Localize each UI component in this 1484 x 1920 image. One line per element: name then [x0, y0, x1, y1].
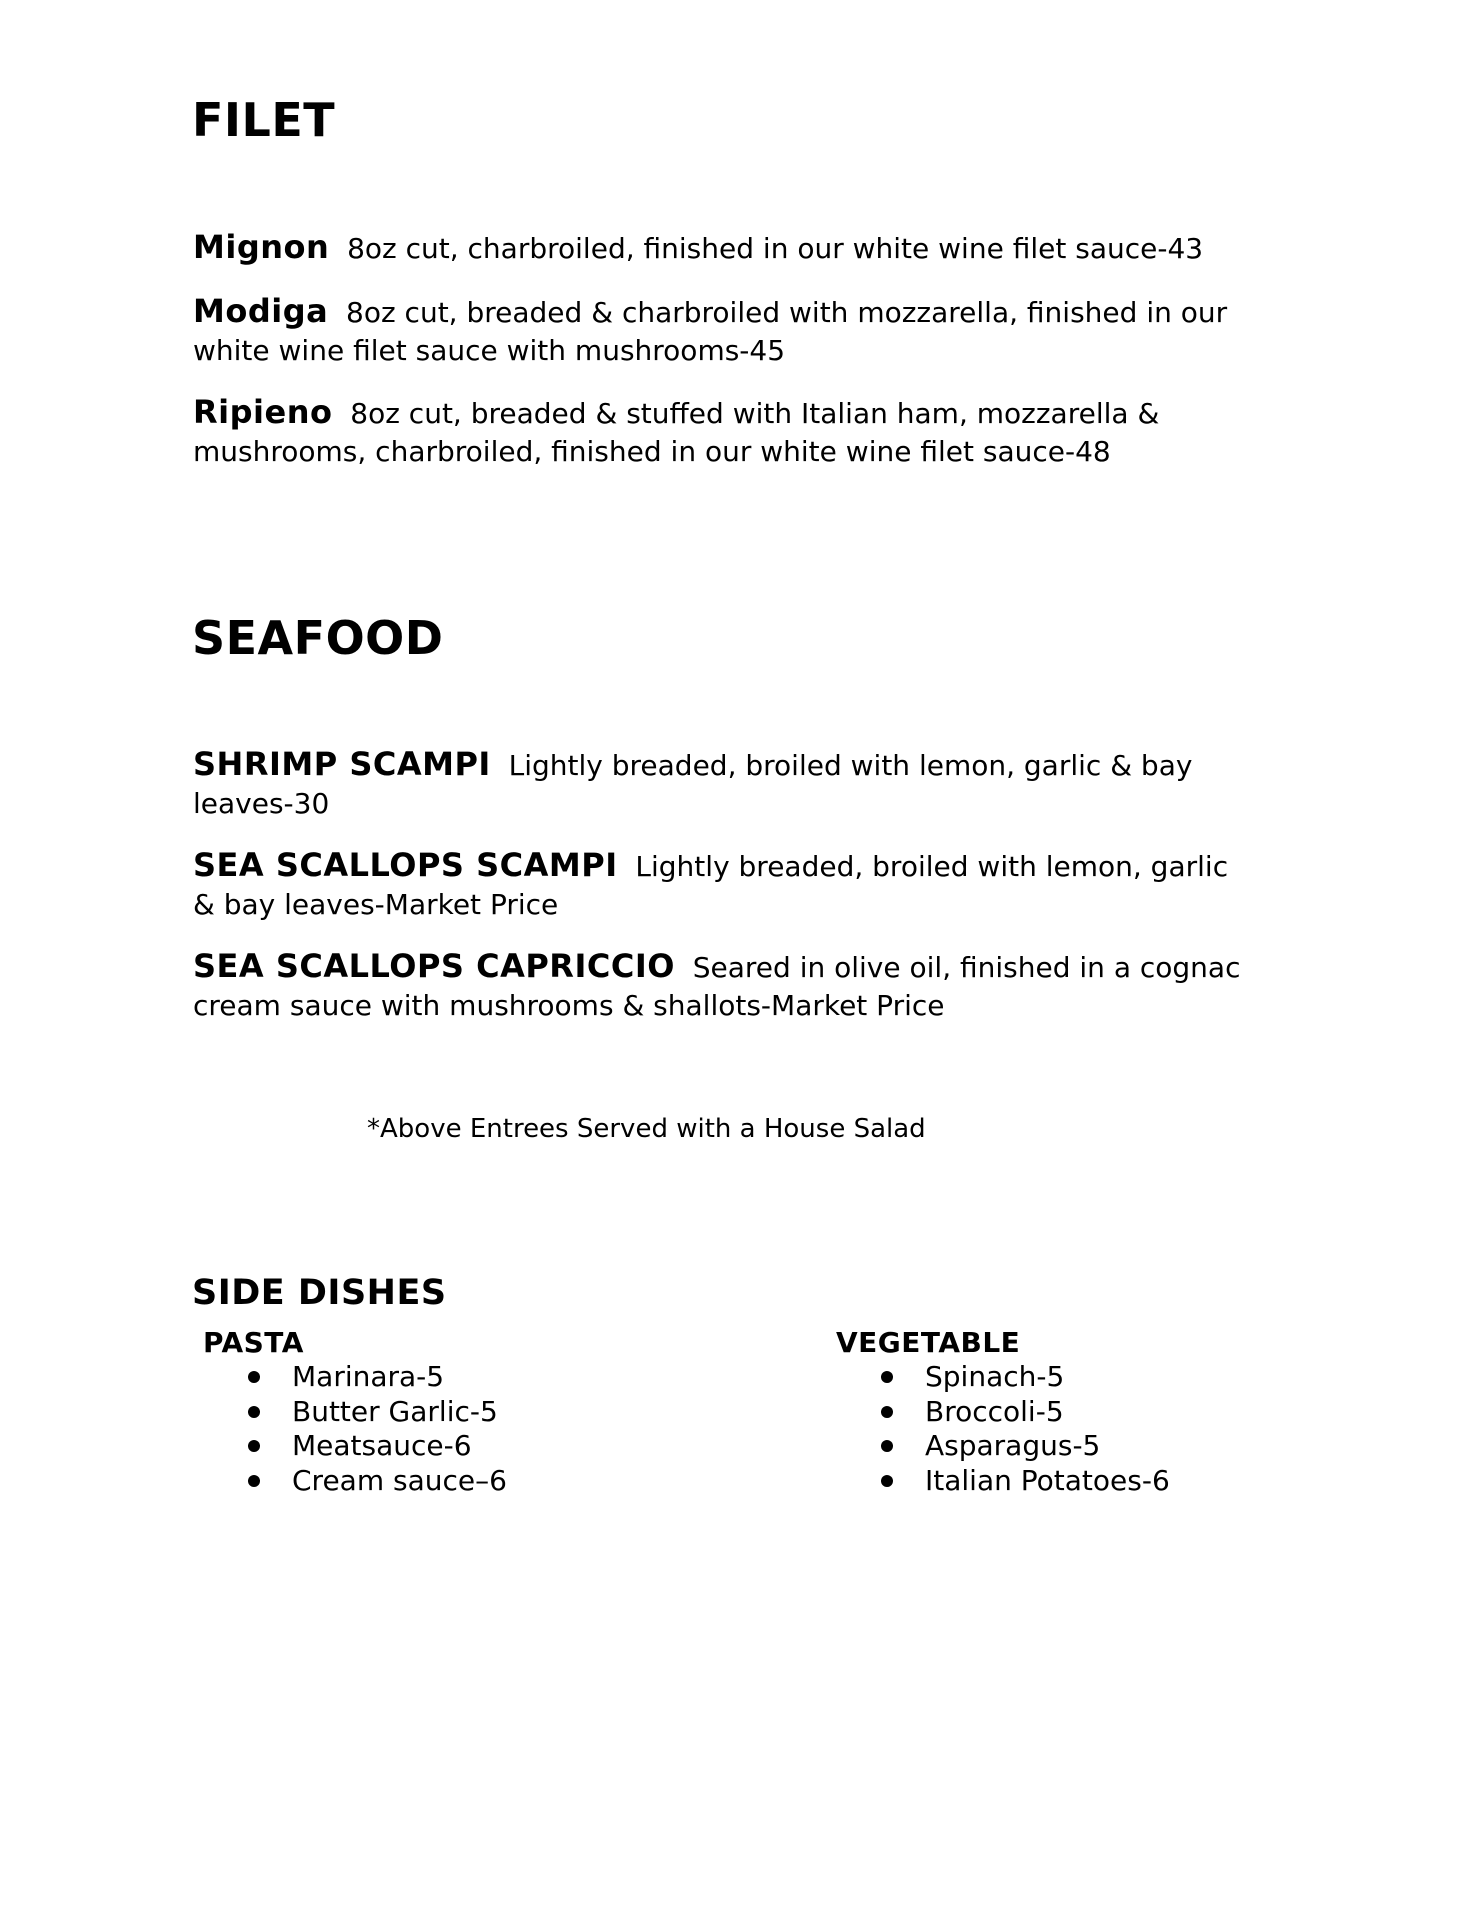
- list-item-label: Butter Garlic-5: [292, 1394, 498, 1428]
- pasta-column: [203, 1326, 507, 1498]
- menu-item-description: Lightly breaded, broiled with lemon, garlic & bay leaves-Market Price: [193, 850, 1229, 921]
- menu-item-modiga: [193, 292, 1253, 370]
- bullet-icon: [881, 1371, 893, 1383]
- menu-item-name: Ripieno: [193, 393, 333, 431]
- list-item-label: Meatsauce-6: [292, 1429, 472, 1462]
- seafood-section-title: SEAFOOD: [192, 611, 444, 665]
- filet-section-title: FILET: [192, 93, 336, 147]
- menu-item-name: SEA SCALLOPS SCAMPI: [193, 846, 618, 884]
- menu-item-name: Mignon: [193, 228, 330, 266]
- menu-item-description: 8oz cut, breaded & charbroiled with mozzarella, finished in our white wine filet sauce with mushrooms-45: [193, 296, 1228, 367]
- bullet-icon: [248, 1406, 260, 1418]
- menu-item-description: 8oz cut, breaded & stuffed with Italian ham, mozzarella & mushrooms, charbroiled, finished in our white wine filet sauce-48: [193, 397, 1160, 468]
- list-item-label: Marinara-5: [292, 1360, 445, 1393]
- list-item: [881, 1464, 1170, 1499]
- list-item: [248, 1395, 507, 1430]
- bullet-icon: [881, 1440, 893, 1452]
- menu-item-description: 8oz cut, charbroiled, finished in our white wine filet sauce-43: [347, 232, 1204, 265]
- menu-item-description: Seared in olive oil, finished in a cognac cream sauce with mushrooms & shallots-Market Price: [193, 951, 1241, 1022]
- vegetable-list: [836, 1360, 1170, 1498]
- list-item: [881, 1429, 1170, 1464]
- menu-item-name: Modiga: [193, 292, 329, 330]
- side-dishes-title: SIDE DISHES: [192, 1273, 447, 1313]
- bullet-icon: [248, 1475, 260, 1487]
- list-item: [881, 1360, 1170, 1395]
- list-item-label: Cream sauce–6: [292, 1463, 507, 1497]
- menu-item-sea-scallops-scampi: [193, 846, 1253, 924]
- list-item: [248, 1360, 507, 1395]
- bullet-icon: [248, 1371, 260, 1383]
- list-item: [248, 1464, 507, 1499]
- list-item: [248, 1429, 507, 1464]
- pasta-list: [203, 1360, 507, 1498]
- menu-item-description: Lightly breaded, broiled with lemon, garlic & bay leaves-30: [193, 749, 1193, 820]
- list-item-label: Asparagus-5: [925, 1429, 1101, 1462]
- list-item: [881, 1395, 1170, 1430]
- menu-item-sea-scallops-capriccio: [193, 947, 1253, 1025]
- list-item-label: Italian Potatoes-6: [925, 1463, 1170, 1497]
- menu-item-ripieno: [193, 393, 1253, 471]
- entree-note: *Above Entrees Served with a House Salad: [367, 1114, 926, 1144]
- bullet-icon: [881, 1475, 893, 1487]
- bullet-icon: [881, 1406, 893, 1418]
- list-item-label: Spinach-5: [925, 1360, 1065, 1393]
- menu-item-name: SHRIMP SCAMPI: [193, 745, 491, 783]
- bullet-icon: [248, 1440, 260, 1452]
- list-item-label: Broccoli-5: [925, 1394, 1064, 1428]
- menu-item-name: SEA SCALLOPS CAPRICCIO: [193, 947, 675, 985]
- menu-item-mignon: [193, 228, 1253, 268]
- vegetable-column: [836, 1326, 1170, 1498]
- pasta-title: PASTA: [203, 1326, 304, 1359]
- vegetable-title: VEGETABLE: [836, 1326, 1021, 1359]
- menu-item-shrimp-scampi: [193, 745, 1253, 823]
